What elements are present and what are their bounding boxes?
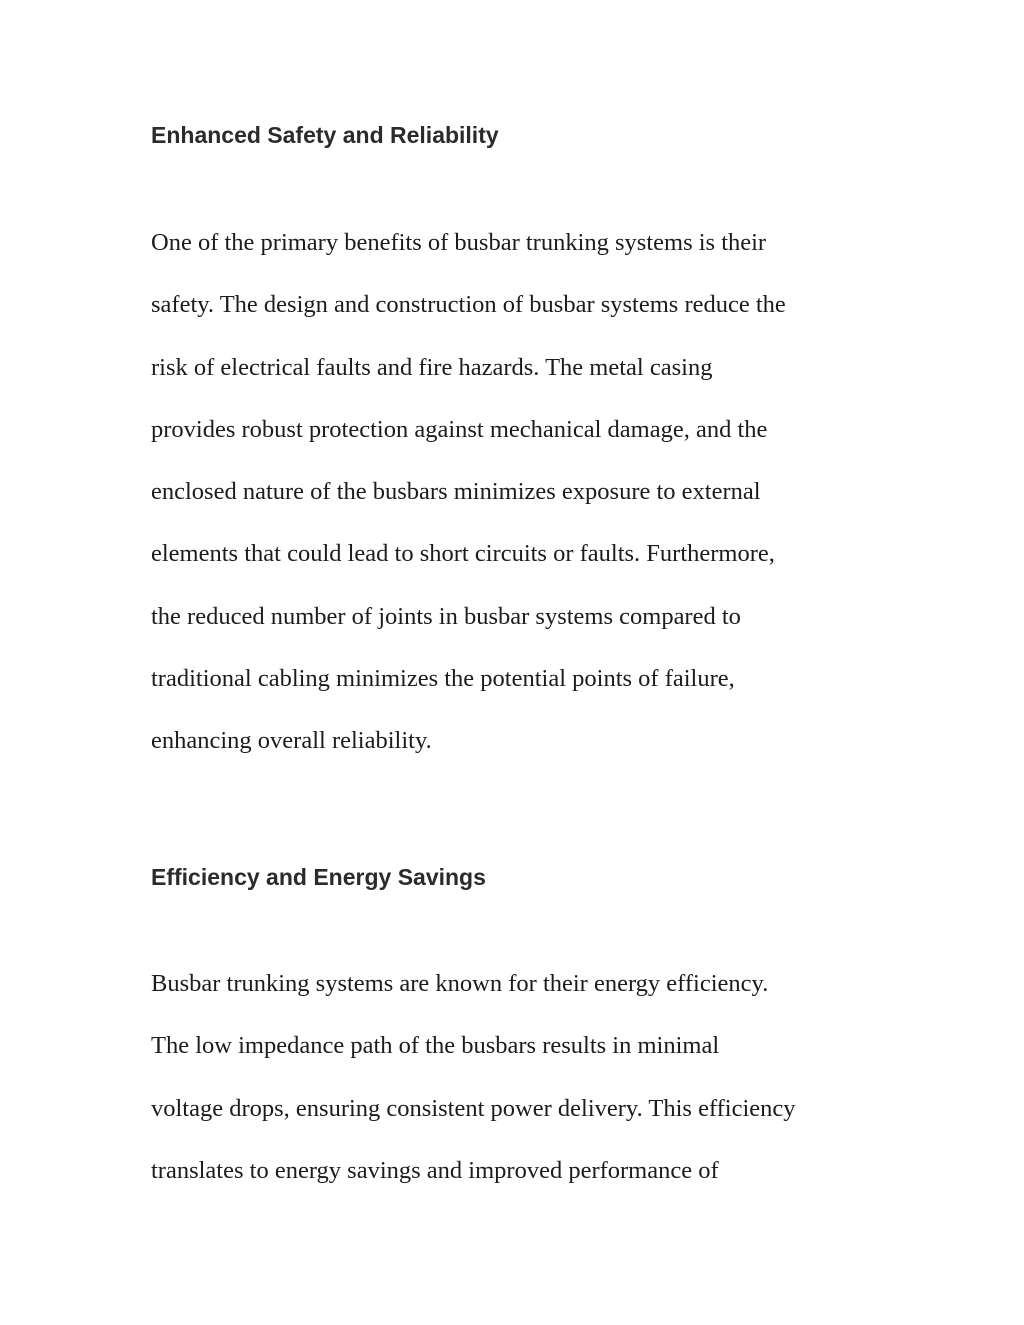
paragraph-line: Busbar trunking systems are known for their energy efficiency.	[151, 970, 769, 997]
paragraph-line: elements that could lead to short circuits or faults. Furthermore,	[151, 540, 775, 568]
paragraph-line: risk of electrical faults and fire hazards. The metal casing	[151, 353, 713, 381]
paragraph-line: voltage drops, ensuring consistent power delivery. This efficiency	[151, 1094, 796, 1122]
paragraph-line: provides robust protection against mechanical damage, and the	[151, 415, 768, 443]
paragraph-line: The low impedance path of the busbars results in minimal	[151, 1032, 720, 1060]
section-heading-safety: Enhanced Safety and Reliability	[151, 122, 499, 148]
paragraph-line: One of the primary benefits of busbar trunking systems is their	[151, 229, 767, 256]
paragraph-line: enhancing overall reliability.	[151, 727, 432, 755]
paragraph-safety	[151, 231, 911, 792]
section-heading-efficiency: Efficiency and Energy Savings	[151, 864, 486, 890]
paragraph-line: the reduced number of joints in busbar systems compared to	[151, 602, 741, 630]
paragraph-line: traditional cabling minimizes the potential points of failure,	[151, 665, 735, 693]
paragraph-efficiency	[151, 972, 911, 1221]
paragraph-line: translates to energy savings and improved performance of	[151, 1156, 719, 1184]
paragraph-line: safety. The design and construction of busbar systems reduce the	[151, 291, 786, 319]
paragraph-line: enclosed nature of the busbars minimizes exposure to external	[151, 478, 761, 506]
